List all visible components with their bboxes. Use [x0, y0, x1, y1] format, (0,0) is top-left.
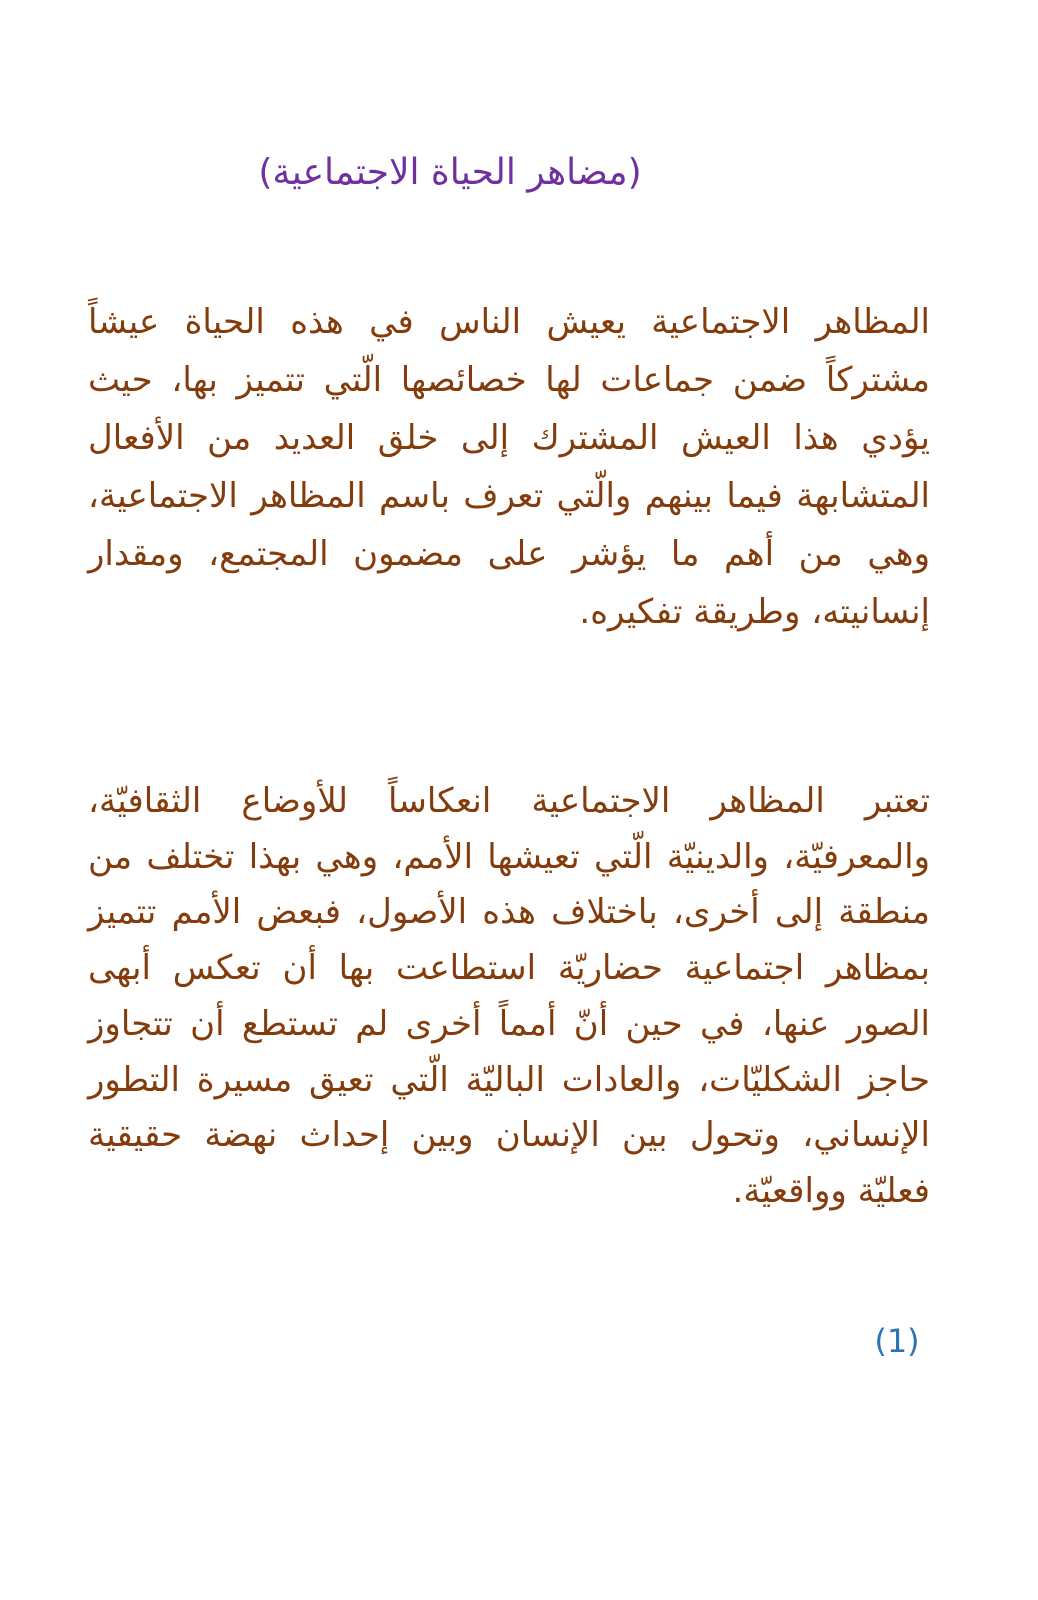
page-number: (1) [874, 1322, 920, 1360]
paragraph-social-phenomena-reflection: تعتبر المظاهر الاجتماعية انعكاساً للأوضاع الثقافيّة، والمعرفيّة، والدينيّة الّتي تعيشها الأمم، وهي بهذا تختلف من منطقة إلى أخرى، باختلاف هذه الأصول، فبعض الأمم تتميز بمظاهر اجتماعية حضاريّة استطاعت بها أن تعكس أبهى الصور عنها، في حين أنّ أمماً أخرى لم تستطع أن تتجاوز حاجز الشكليّات، والعادات الباليّة الّتي تعيق مسيرة التطور الإنساني، وتحول بين الإنسان وبين إحداث نهضة حقيقية فعليّة وواقعيّة. [88, 781, 930, 1211]
paragraph-social-phenomena-definition: المظاهر الاجتماعية يعيش الناس في هذه الحياة عيشاً مشتركاً ضمن جماعات لها خصائصها الّتي تتميز بها، حيث يؤدي هذا العيش المشترك إلى خلق العديد من الأفعال المتشابهة فيما بينهم والّتي تعرف باسم المظاهر الاجتماعية، وهي من أهم ما يؤشر على مضمون المجتمع، ومقدار إنسانيته، وطريقة تفكيره. [88, 302, 930, 632]
page-title: (مضاهر الحياة الاجتماعية) [258, 152, 642, 193]
